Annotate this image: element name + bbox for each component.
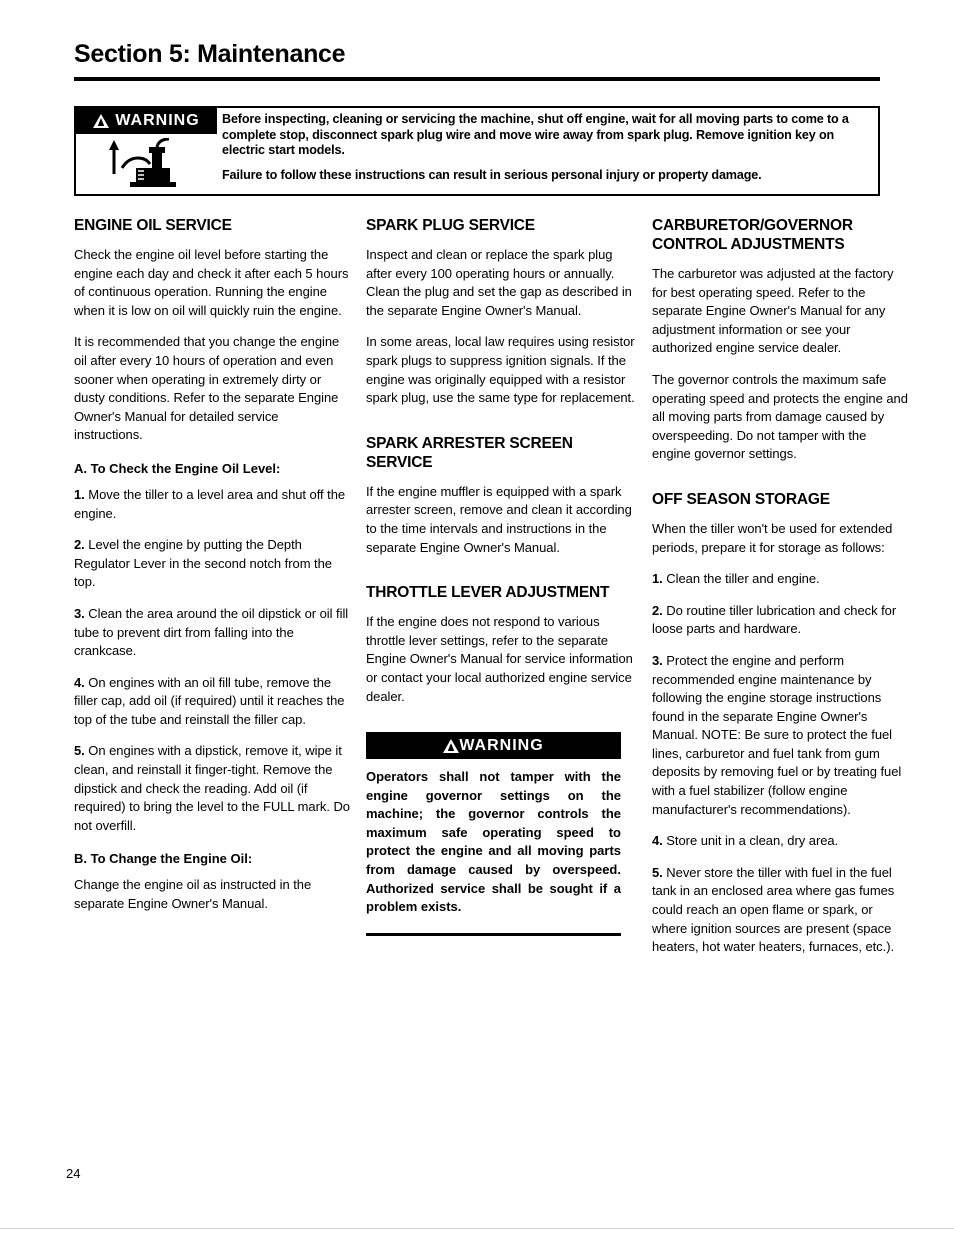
warning-divider: [366, 933, 621, 936]
paragraph-change-oil: Change the engine oil as instructed in the separate Engine Owner's Manual.: [74, 877, 312, 912]
warning-box-governor: [366, 732, 621, 936]
step-text: Protect the engine and perform recommended engine maintenance by following the engine storage instructions found in the separate Engine Owner's Manual. NOTE: Be sure to protect the fuel lines, carburetor and fuel tank from gum deposits by removing fuel or by treating fuel with a fuel stabilizer (follow engine manufacturer's recommendations).: [652, 652, 902, 817]
heading-engine-oil-service: ENGINE OIL SERVICE: [74, 217, 232, 234]
heading-throttle-lever-adjustment: THROTTLE LEVER ADJUSTMENT: [366, 584, 610, 602]
step-text: Never store the tiller with fuel in the fuel tank in an enclosed area where gas fumes could reach an open flame or spark, or where ignition sources are present (space heaters, hot water heaters, furnaces, etc.).: [652, 864, 895, 955]
heading-spark-plug-service: SPARK PLUG SERVICE: [366, 217, 535, 234]
subheading-change-oil: B. To Change the Engine Oil:: [74, 851, 253, 867]
list-item: [652, 652, 908, 819]
step-number: 4.: [652, 833, 663, 849]
heading-carburetor-governor-adjustments: CARBURETOR/GOVERNOR CONTROL ADJUSTMENTS: [652, 217, 853, 253]
page-bottom-edge: [0, 1228, 954, 1229]
warning-paragraph-1: Before inspecting, cleaning or servicing the machine, shut off engine, wait for all moving parts to come to a complete stop, disconnect spark plug wire and move wire away from spark plug. Remove ignition key on electric start models.: [222, 112, 849, 158]
column-three: [652, 216, 908, 957]
list-item: [74, 742, 350, 835]
title-divider: [74, 77, 880, 81]
warning-triangle-icon: [93, 114, 109, 128]
list-item: [652, 570, 908, 589]
list-item: [74, 674, 350, 730]
page-title: Section 5: Maintenance: [74, 40, 346, 68]
warning-banner-label: WARNING: [115, 112, 200, 129]
list-item: [74, 536, 350, 592]
warning-box-top: [74, 106, 880, 196]
step-number: 3.: [652, 652, 663, 668]
spark-plug-disconnect-icon: [100, 138, 190, 190]
step-text: Store unit in a clean, dry area.: [662, 833, 839, 849]
step-number: 2.: [74, 537, 85, 553]
paragraph-spark-plug-inspect: Inspect and clean or replace the spark plug after every 100 operating hours or annually. Clean the plug and set the gap as described in the separate Engine Owner's Manual.: [366, 247, 632, 318]
paragraph-governor: The governor controls the maximum safe operating speed and protects the engine and all moving parts from damage caused by overspeeding. Do not tamper with the engine governor settings.: [652, 371, 908, 462]
list-item: [652, 864, 908, 957]
paragraph-carburetor: The carburetor was adjusted at the factory for best operating speed. Refer to the separate Engine Owner's Manual for any adjustment information or see your authorized engine service dealer.: [652, 266, 894, 356]
step-number: 2.: [652, 602, 663, 618]
paragraph-oil-change-interval: It is recommended that you change the engine oil after every 10 hours of operation and even sooner when operating in extremely dirty or dusty conditions. Refer to the separate Engine Owner's Manual for detailed service instructions.: [74, 334, 340, 443]
step-number: 4.: [74, 674, 85, 690]
paragraph-oil-check: Check the engine oil level before starting the engine each day and check it after each 5 hours of continuous operation. Running the engine when it is low on oil will quickly ruin the engine.: [74, 247, 349, 318]
paragraph-resistor-plug: In some areas, local law requires using resistor spark plugs to suppress ignition signals. If the engine was originally equipped with a resistor spark plug, use the same type for replacement.: [366, 334, 635, 406]
step-text: On engines with a dipstick, remove it, wipe it clean, and reinstall it finger-tight. Remove the dipstick and check the reading. Add oil (if required) to bring the level to the FULL mark. Do not overfill.: [74, 743, 350, 833]
column-two: [366, 216, 638, 936]
warning-banner-governor: [366, 732, 621, 759]
step-text: On engines with an oil fill tube, remove the filler cap, add oil (if required) until it reaches the top of the tube and reinstall the filler cap.: [74, 674, 345, 727]
warning-text-governor: Operators shall not tamper with the engine governor settings on the machine; the governor controls the maximum safe operating speed to protect the engine and all moving parts from damage caused by overspeed. Authorized service shall be sought if a problem exists.: [366, 769, 621, 915]
step-number: 5.: [652, 864, 663, 880]
paragraph-throttle-lever: If the engine does not respond to various throttle lever settings, refer to the separate Engine Owner's Manual for service information or contact your local authorized engine service dealer.: [366, 614, 633, 704]
subheading-check-oil-level: A. To Check the Engine Oil Level:: [74, 460, 281, 476]
list-item: [74, 605, 350, 661]
warning-banner: [76, 108, 217, 134]
step-text: Level the engine by putting the Depth Regulator Lever in the second notch from the top.: [74, 537, 332, 590]
step-number: 5.: [74, 743, 85, 759]
list-item: [74, 486, 350, 523]
warning-paragraph-2: Failure to follow these instructions can result in serious personal injury or property damage.: [222, 167, 762, 182]
step-text: Clean the area around the oil dipstick or oil fill tube to prevent dirt from falling into the crankcase.: [74, 605, 349, 659]
paragraph-spark-arrester: If the engine muffler is equipped with a spark arrester screen, remove and clean it according to the time intervals and instructions in the separate Engine Owner's Manual.: [366, 483, 632, 555]
warning-text-top: [222, 112, 872, 183]
list-item: [652, 602, 908, 639]
warning-triangle-icon: [443, 739, 459, 753]
step-number: 3.: [74, 605, 85, 621]
step-text: Move the tiller to a level area and shut off the engine.: [74, 486, 346, 521]
list-item: [652, 832, 908, 851]
step-text: Do routine tiller lubrication and check for loose parts and hardware.: [652, 602, 897, 637]
step-number: 1.: [652, 571, 663, 587]
paragraph-storage-intro: When the tiller won't be used for extended periods, prepare it for storage as follows:: [652, 520, 893, 555]
step-number: 1.: [74, 486, 85, 502]
page-number: 24: [66, 1166, 81, 1181]
column-one: [74, 216, 350, 914]
step-text: Clean the tiller and engine.: [662, 571, 820, 587]
heading-spark-arrester-screen-service: SPARK ARRESTER SCREEN SERVICE: [366, 434, 573, 471]
warning-banner-label: WARNING: [459, 736, 544, 754]
heading-off-season-storage: OFF SEASON STORAGE: [652, 490, 830, 508]
